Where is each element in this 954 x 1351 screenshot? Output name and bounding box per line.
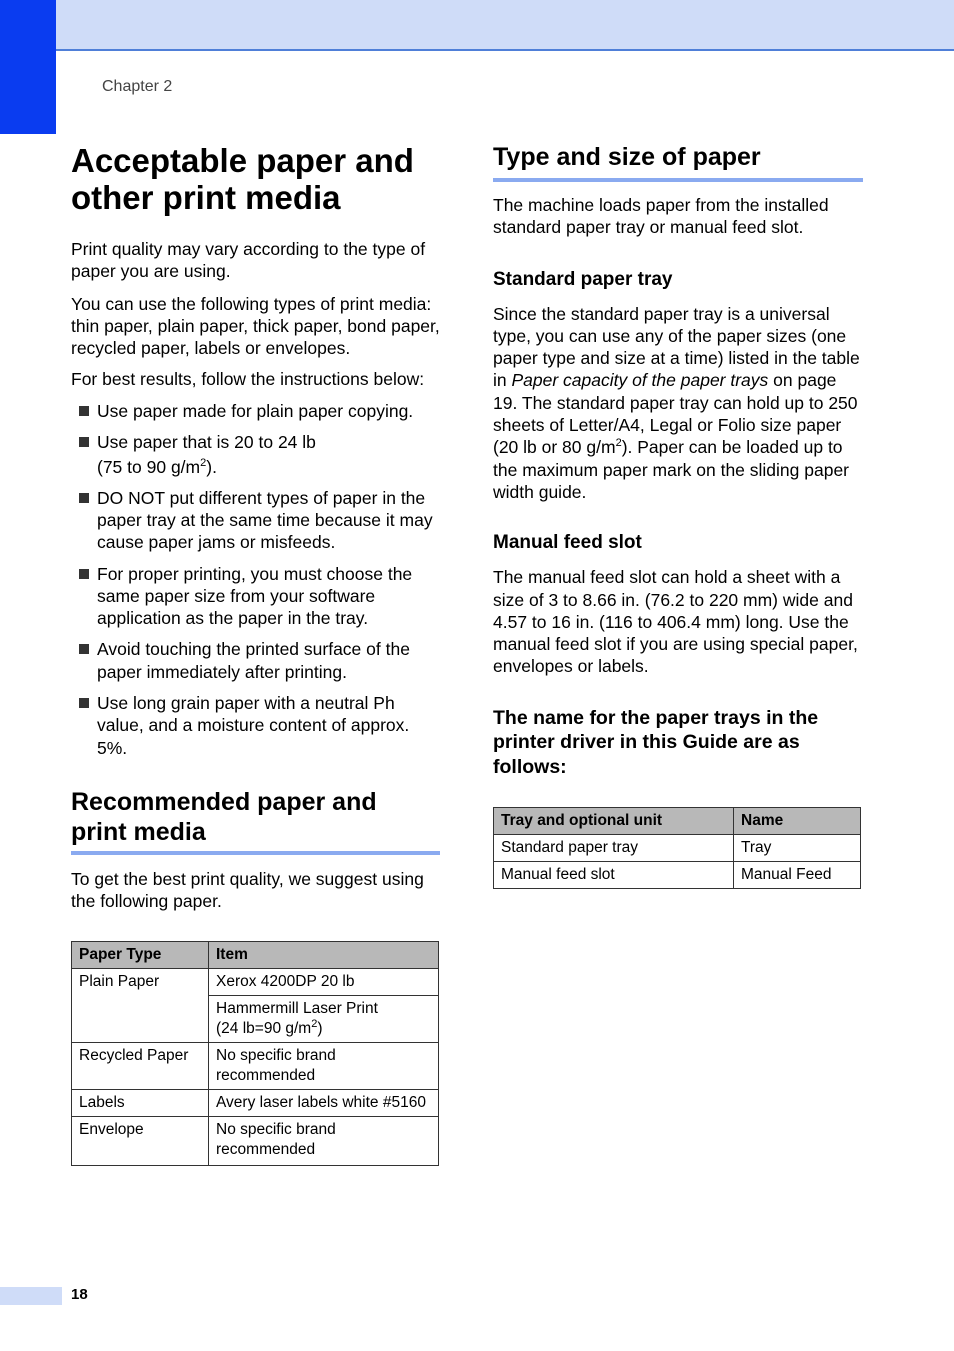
cross-reference: Paper capacity of the paper trays (511, 370, 769, 391)
paper-table (71, 941, 439, 1166)
media-types-paragraph: You can use the following types of print media: thin paper, plain paper, thick paper, bond paper, recycled paper, labels or envelopes. (71, 293, 440, 359)
cell-recycled-item: No specific brand recommended (209, 1042, 439, 1089)
page-title-line1: Acceptable paper and (71, 142, 414, 179)
list-item: Use paper made for plain paper copying. (71, 400, 441, 422)
bullet-square-icon (79, 698, 89, 708)
tray-names-heading: The name for the paper trays in the printer driver in this Guide are as follows: (493, 706, 819, 778)
cell-labels-item: Avery laser labels white #5160 (209, 1089, 439, 1116)
instruction-list (71, 400, 441, 759)
table-row (72, 1089, 439, 1116)
page-number-tab (0, 1287, 62, 1305)
list-item: Use paper that is 20 to 24 lb (75 to 90 $g/m^2$). (71, 431, 441, 479)
type-size-intro: The machine loads paper from the installed standard paper tray or manual feed slot. (493, 195, 829, 238)
recommended-paragraph: To get the best print quality, we suggest using the following paper. (71, 868, 424, 912)
cell-tray-name: Tray (734, 835, 861, 862)
intro-paragraph: Print quality may vary according to the type of paper you are using. (71, 239, 426, 282)
bullet-square-icon (79, 437, 89, 447)
tray-table (493, 807, 861, 889)
list-item: For proper printing, you must choose the same paper size from your software application as the paper in the tray. (71, 563, 441, 630)
header-band (0, 0, 954, 51)
list-item: Use long grain paper with a neutral Ph value, and a moisture content of approx. 5%. (71, 692, 441, 759)
list-item: Avoid touching the printed surface of the paper immediately after printing. (71, 638, 441, 683)
manual-slot-paragraph: The manual feed slot can hold a sheet with a size of 3 to 8.66 in. (76.2 to 220 mm) wide and 4.57 to 16 in. (116 to 406.4 mm) long. Use the manual feed slot if you are using special paper, envelopes or labels. (493, 567, 858, 677)
instructions-intro: For best results, follow the instructions below: (71, 369, 425, 390)
header-name: Name (734, 808, 861, 835)
chapter-label: Chapter 2 (102, 78, 173, 95)
table-row (72, 968, 439, 995)
bullet-square-icon (79, 644, 89, 654)
cell-labels: Labels (72, 1089, 209, 1116)
cell-envelope: Envelope (72, 1116, 209, 1165)
right-column (493, 142, 863, 889)
chapter-tab-marker (0, 0, 56, 134)
recommended-media-heading: Recommended paper and print media (71, 787, 440, 855)
table-header-row (494, 808, 861, 835)
bullet-square-icon (79, 493, 89, 503)
type-size-heading: Type and size of paper (493, 142, 863, 182)
table-row (72, 1042, 439, 1089)
cell-xerox: Xerox 4200DP 20 lb (209, 968, 439, 995)
cell-plain-paper: Plain Paper (72, 968, 209, 1042)
table-row (72, 1116, 439, 1165)
cell-tray-unit: Manual feed slot (494, 862, 734, 889)
standard-tray-heading: Standard paper tray (493, 268, 673, 290)
page-title (71, 142, 441, 216)
bullet-square-icon (79, 406, 89, 416)
standard-tray-paragraph: Since the standard paper tray is a universal type, you can use any of the paper sizes (one paper type and size at a time) listed in the table in Paper capacity of the paper trays on page 19. The standard paper tray can hold up to 250 sheets of Letter/A4, Legal or Folio size paper (20 lb or 80 $g/m^2$). Paper can be loaded up to the maximum paper mark on the sliding paper width guide. (493, 303, 860, 502)
left-column (71, 142, 441, 1166)
header-item: Item (209, 941, 439, 968)
cell-recycled: Recycled Paper (72, 1042, 209, 1089)
page-number: 18 (71, 1286, 88, 1303)
cell-tray-name: Manual Feed (734, 862, 861, 889)
cell-envelope-item: No specific brand recommended (209, 1116, 439, 1165)
page-title-line2: other print media (71, 179, 341, 216)
table-row (494, 835, 861, 862)
header-paper-type: Paper Type (72, 941, 209, 968)
table-row (494, 862, 861, 889)
cell-tray-unit: Standard paper tray (494, 835, 734, 862)
table-header-row (72, 941, 439, 968)
cell-hammermill: Hammermill Laser Print (24 lb=90 $g/m^2$) (209, 995, 439, 1042)
bullet-square-icon (79, 569, 89, 579)
manual-slot-heading: Manual feed slot (493, 532, 642, 554)
list-item: DO NOT put different types of paper in the paper tray at the same time because it may cause paper jams or misfeeds. (71, 487, 441, 554)
header-tray-unit: Tray and optional unit (494, 808, 734, 835)
